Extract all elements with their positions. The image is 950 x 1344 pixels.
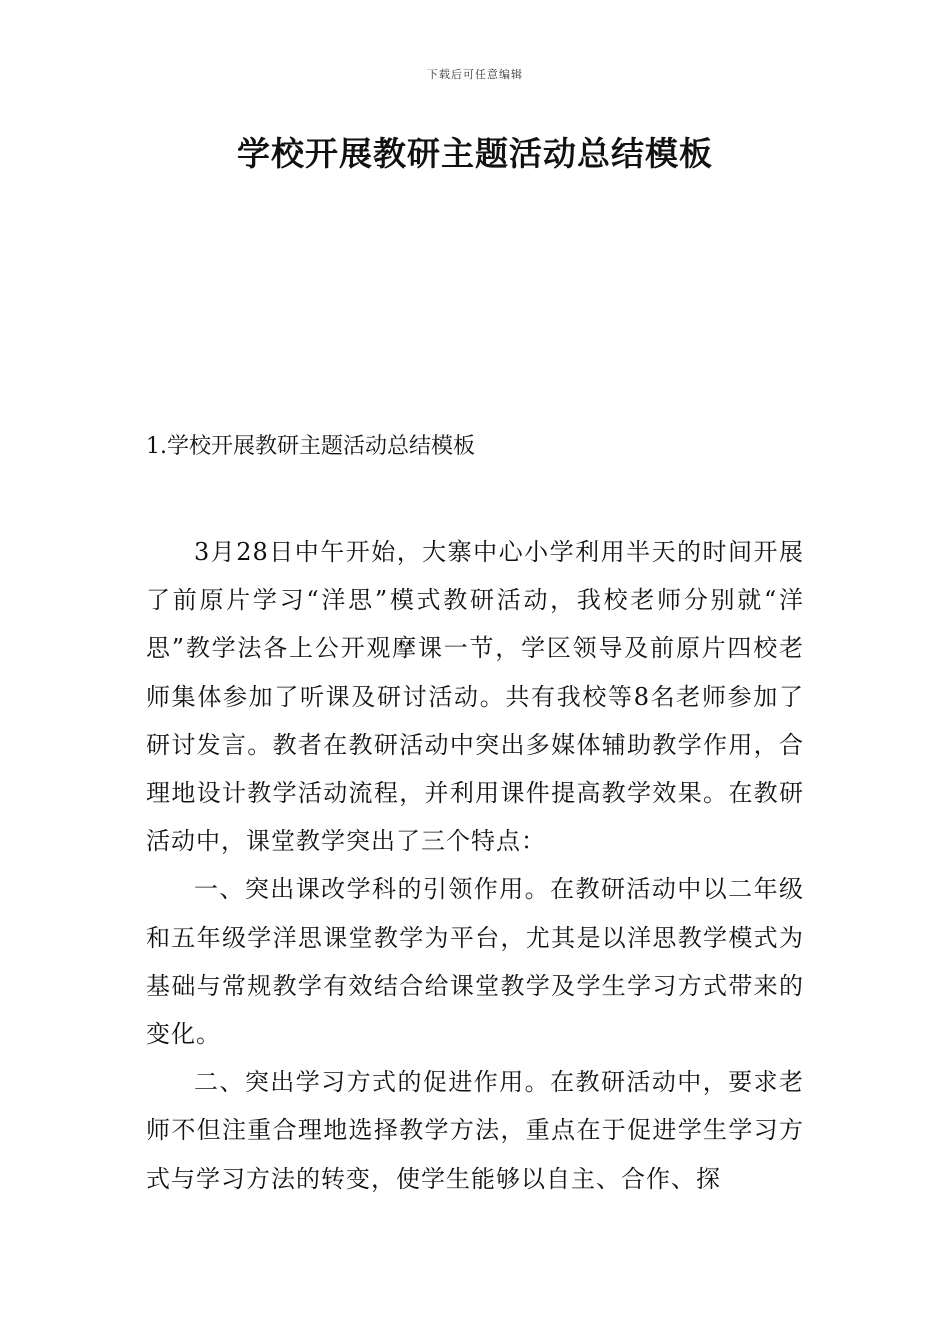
paragraph-point-one: 一、突出课改学科的引领作用。在教研活动中以二年级和五年级学洋思课堂教学为平台，尤其是以洋思教学模式为基础与常规教学有效结合给课堂教学及学生学习方式带来的变化。 — [146, 875, 804, 1049]
paragraph-point-two: 二、突出学习方式的促进作用。在教研活动中，要求老师不但注重合理地选择教学方法，重点在于促进学生学习方式与学习方法的转变，使学生能够以自主、合作、探 — [146, 1068, 804, 1193]
paragraph-intro: 3月28日中午开始，大寨中心小学利用半天的时间开展了前原片学习“洋思”模式教研活动，我校老师分别就“洋思”教学法各上公开观摩课一节，学区领导及前原片四校老师集体参加了听课及研讨活动。共有我校等8名老师参加了研讨发言。教者在教研活动中突出多媒体辅助教学作用，合理地设计教学活动流程，并利用课件提高教学效果。在教研活动中，课堂教学突出了三个特点： — [146, 538, 804, 856]
body-text — [146, 528, 804, 1203]
section-heading: 1.学校开展教研主题活动总结模板 — [146, 434, 475, 459]
header-note: 下载后可任意编辑 — [427, 68, 523, 81]
document-title: 学校开展教研主题活动总结模板 — [237, 134, 713, 173]
